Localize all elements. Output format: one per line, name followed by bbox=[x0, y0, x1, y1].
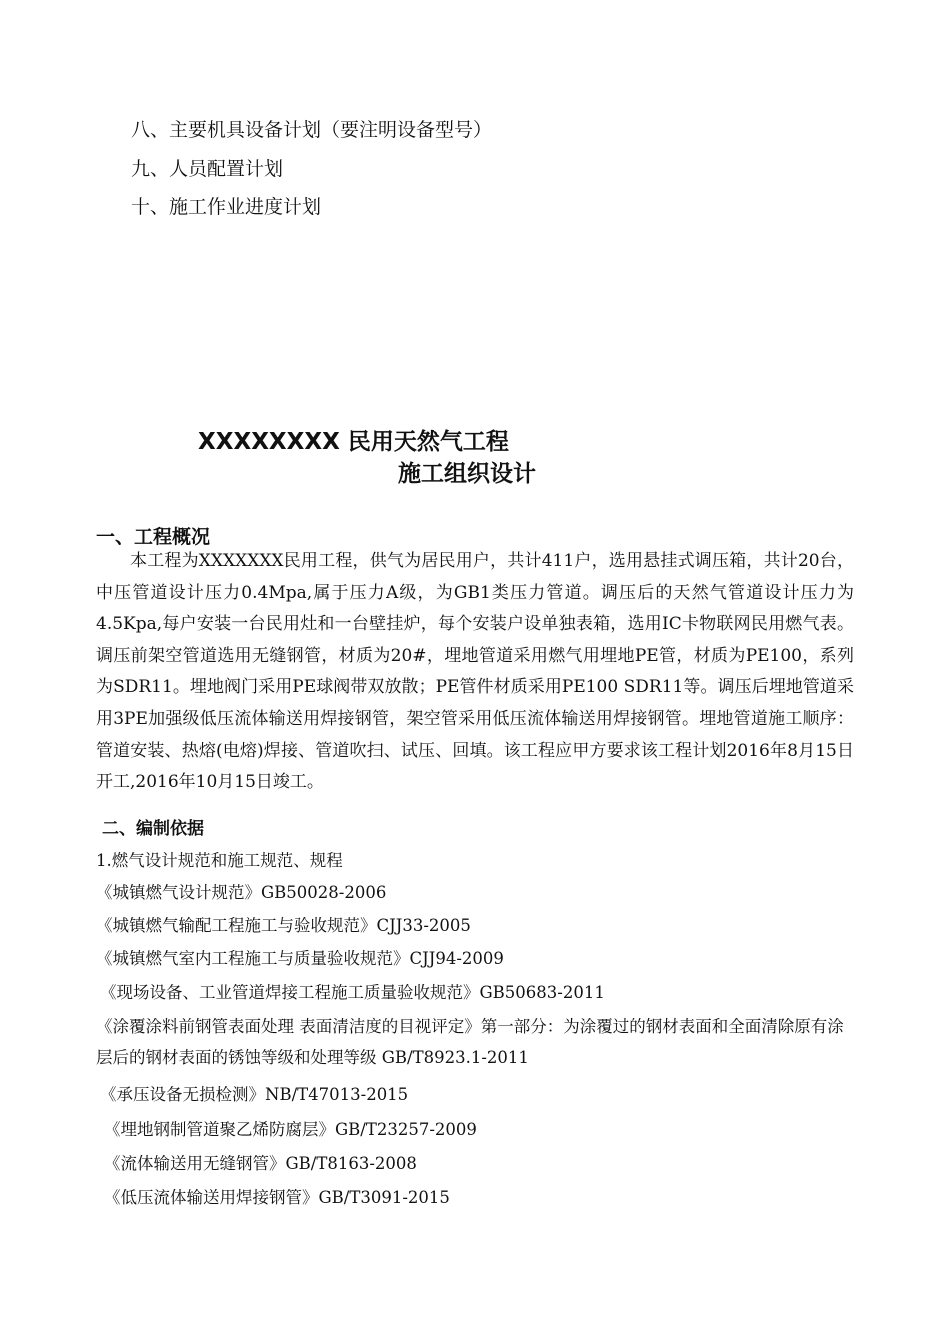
section-heading-basis: 二、编制依据 bbox=[102, 819, 204, 839]
reference-item: 《城镇燃气输配工程施工与验收规范》CJJ33-2005 bbox=[96, 916, 471, 935]
reference-item: 《城镇燃气设计规范》GB50028-2006 bbox=[96, 883, 387, 902]
reference-item: 《城镇燃气室内工程施工与质量验收规范》CJJ94-2009 bbox=[96, 949, 504, 968]
document-title-line1: XXXXXXXX 民用天然气工程 bbox=[198, 429, 509, 455]
project-overview-paragraph: 本工程为XXXXXXX民用工程，供气为居民用户，共计411户，选用悬挂式调压箱，共计20台，中压管道设计压力0.4Mpa,属于压力A级，为GB1类压力管道。调压后的天然气管道设计压力为4.5Kpa,每户安装一台民用灶和一台壁挂炉，每个安装户设单独表箱，选用IC卡物联网民用燃气表。调压前架空管道选用无缝钢管，材质为20#，埋地管道采用燃气用埋地PE管，材质为PE100，系列为SDR11。埋地阀门采用PE球阀带双放散；PE管件材质采用PE100 SDR11等。调压后埋地管道采用3PE加强级低压流体输送用焊接钢管，架空管采用低压流体输送用焊接钢管。埋地管道施工顺序：管道安装、热熔(电熔)焊接、管道吹扫、试压、回填。该工程应甲方要求该工程计划2016年8月15日开工,2016年10月15日竣工。 bbox=[96, 551, 854, 793]
reference-item: 《承压设备无损检测》NB/T47013-2015 bbox=[100, 1085, 409, 1104]
toc-item-8: 八、主要机具设备计划（要注明设备型号） bbox=[131, 119, 493, 141]
reference-item: 《流体输送用无缝钢管》GB/T8163-2008 bbox=[104, 1154, 417, 1173]
section-heading-overview: 一、工程概况 bbox=[96, 526, 211, 548]
reference-item: 《现场设备、工业管道焊接工程施工质量验收规范》GB50683-2011 bbox=[100, 983, 605, 1002]
reference-item: 《涂覆涂料前钢管表面处理 表面清洁度的目视评定》第一部分：为涂覆过的钢材表面和全面清除原有涂层后的钢材表面的锈蚀等级和处理等级 GB/T8923.1-2011 bbox=[96, 1017, 844, 1067]
toc-item-10: 十、施工作业进度计划 bbox=[131, 196, 322, 218]
document-title-line2: 施工组织设计 bbox=[398, 461, 536, 487]
reference-item: 《低压流体输送用焊接钢管》GB/T3091-2015 bbox=[104, 1188, 450, 1207]
toc-item-9: 九、人员配置计划 bbox=[131, 158, 284, 180]
basis-subheading: 1.燃气设计规范和施工规范、规程 bbox=[96, 851, 343, 870]
reference-item: 《埋地钢制管道聚乙烯防腐层》GB/T23257-2009 bbox=[104, 1120, 477, 1139]
